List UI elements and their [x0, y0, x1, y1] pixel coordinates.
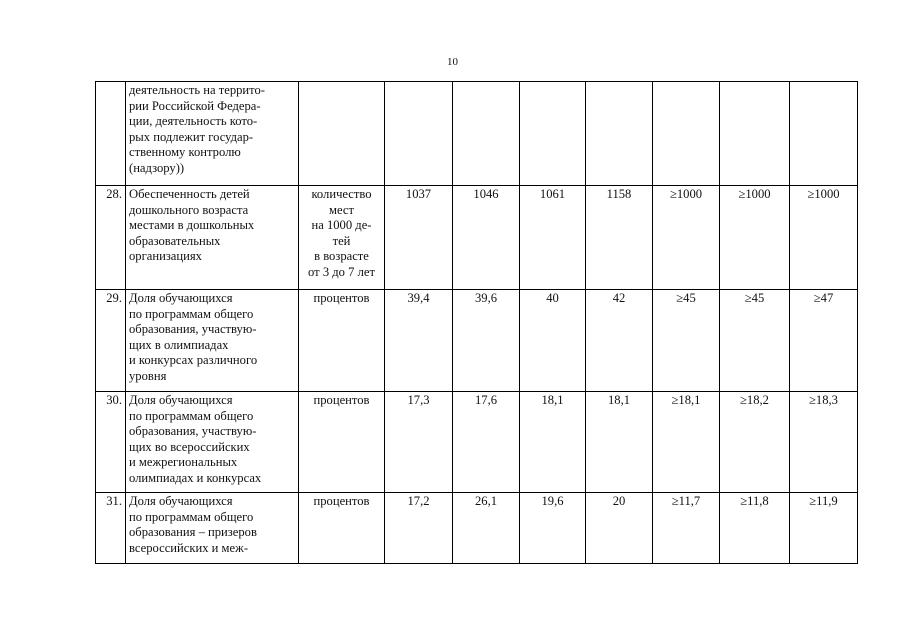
value-cell: ≥11,7	[653, 493, 720, 564]
indicator-name-line: организациях	[129, 249, 202, 264]
indicator-name-line: образования – призеров	[129, 525, 257, 540]
indicator-name-line: по программам общего	[129, 509, 254, 524]
value-cell: ≥47	[790, 290, 858, 392]
value-cell	[720, 82, 790, 186]
unit-line: процентов	[313, 393, 370, 407]
indicator-name-line: дошкольного возраста	[129, 202, 249, 217]
value-cell: 17,2	[385, 493, 453, 564]
indicator-name	[126, 82, 299, 186]
indicator-name-line: и конкурсах различного	[129, 353, 258, 368]
value-cell	[453, 82, 520, 186]
unit-line: на 1000 де-	[311, 218, 372, 233]
value-cell: 39,4	[385, 290, 453, 392]
value-cell: ≥11,8	[720, 493, 790, 564]
indicator-name-line: по программам общего	[129, 306, 254, 321]
indicator-name-line: Доля обучающихся	[129, 291, 233, 305]
value-cell	[586, 82, 653, 186]
value-cell: 19,6	[520, 493, 586, 564]
indicator-name-line: по программам общего	[129, 408, 254, 423]
unit-line: процентов	[313, 494, 370, 508]
row-number: 28.	[96, 186, 126, 290]
table-row	[96, 493, 858, 564]
row-number: 30.	[96, 392, 126, 493]
indicator-name-line: ции, деятельность кото-	[129, 114, 258, 129]
indicator-name-line: образовательных	[129, 233, 221, 248]
value-cell: 1037	[385, 186, 453, 290]
indicator-name-line: Доля обучающихся	[129, 393, 233, 407]
value-cell: ≥1000	[720, 186, 790, 290]
value-cell: 1158	[586, 186, 653, 290]
page-number: 10	[447, 56, 458, 68]
value-cell: 40	[520, 290, 586, 392]
value-cell: 18,1	[520, 392, 586, 493]
table-row	[96, 82, 858, 186]
indicator-name-line: Доля обучающихся	[129, 494, 233, 508]
unit-of-measure	[299, 392, 385, 493]
indicator-name-line: деятельность на террито-	[129, 83, 265, 97]
value-cell: ≥45	[720, 290, 790, 392]
unit-of-measure	[299, 493, 385, 564]
indicator-name-line: и межрегиональных	[129, 455, 238, 470]
value-cell	[385, 82, 453, 186]
value-cell: ≥18,1	[653, 392, 720, 493]
unit-of-measure	[299, 186, 385, 290]
indicator-name-line: образования, участвую-	[129, 424, 257, 439]
value-cell: 18,1	[586, 392, 653, 493]
unit-line: количество	[311, 187, 372, 201]
value-cell: 17,3	[385, 392, 453, 493]
row-number: 29.	[96, 290, 126, 392]
indicator-name-line: (надзору))	[129, 160, 185, 175]
unit-line: процентов	[313, 291, 370, 305]
indicator-name-line: уровня	[129, 368, 167, 383]
unit-of-measure	[299, 82, 385, 186]
value-cell: ≥1000	[653, 186, 720, 290]
value-cell	[790, 82, 858, 186]
unit-line: мест	[329, 202, 354, 217]
unit-line: в возрасте	[314, 249, 369, 264]
table-row	[96, 392, 858, 493]
indicator-name-line: Обеспеченность детей	[129, 187, 250, 201]
value-cell: 1061	[520, 186, 586, 290]
indicator-name-line: образования, участвую-	[129, 322, 257, 337]
table-row	[96, 290, 858, 392]
indicator-name	[126, 493, 299, 564]
value-cell: 26,1	[453, 493, 520, 564]
indicator-name	[126, 186, 299, 290]
value-cell: 20	[586, 493, 653, 564]
value-cell: 42	[586, 290, 653, 392]
indicator-name-line: щих во всероссийских	[129, 439, 250, 454]
table-row	[96, 186, 858, 290]
indicator-name	[126, 392, 299, 493]
indicator-name	[126, 290, 299, 392]
unit-line: тей	[332, 233, 351, 248]
value-cell: ≥18,2	[720, 392, 790, 493]
indicator-name-line: рии Российской Федера-	[129, 98, 261, 113]
value-cell: 1046	[453, 186, 520, 290]
value-cell: 39,6	[453, 290, 520, 392]
value-cell	[520, 82, 586, 186]
value-cell: ≥11,9	[790, 493, 858, 564]
indicator-name-line: местами в дошкольных	[129, 218, 255, 233]
indicator-name-line: ственному контролю	[129, 145, 241, 160]
indicators-table	[95, 81, 858, 564]
indicator-name-line: олимпиадах и конкурсах	[129, 470, 262, 485]
indicator-name-line: всероссийских и меж-	[129, 540, 249, 555]
value-cell: ≥18,3	[790, 392, 858, 493]
value-cell	[653, 82, 720, 186]
row-number: 31.	[96, 493, 126, 564]
value-cell: ≥45	[653, 290, 720, 392]
unit-line: от 3 до 7 лет	[308, 264, 375, 279]
value-cell: 17,6	[453, 392, 520, 493]
indicator-name-line: щих в олимпиадах	[129, 337, 229, 352]
value-cell: ≥1000	[790, 186, 858, 290]
unit-of-measure	[299, 290, 385, 392]
indicator-name-line: рых подлежит государ-	[129, 129, 254, 144]
row-number	[96, 82, 126, 186]
